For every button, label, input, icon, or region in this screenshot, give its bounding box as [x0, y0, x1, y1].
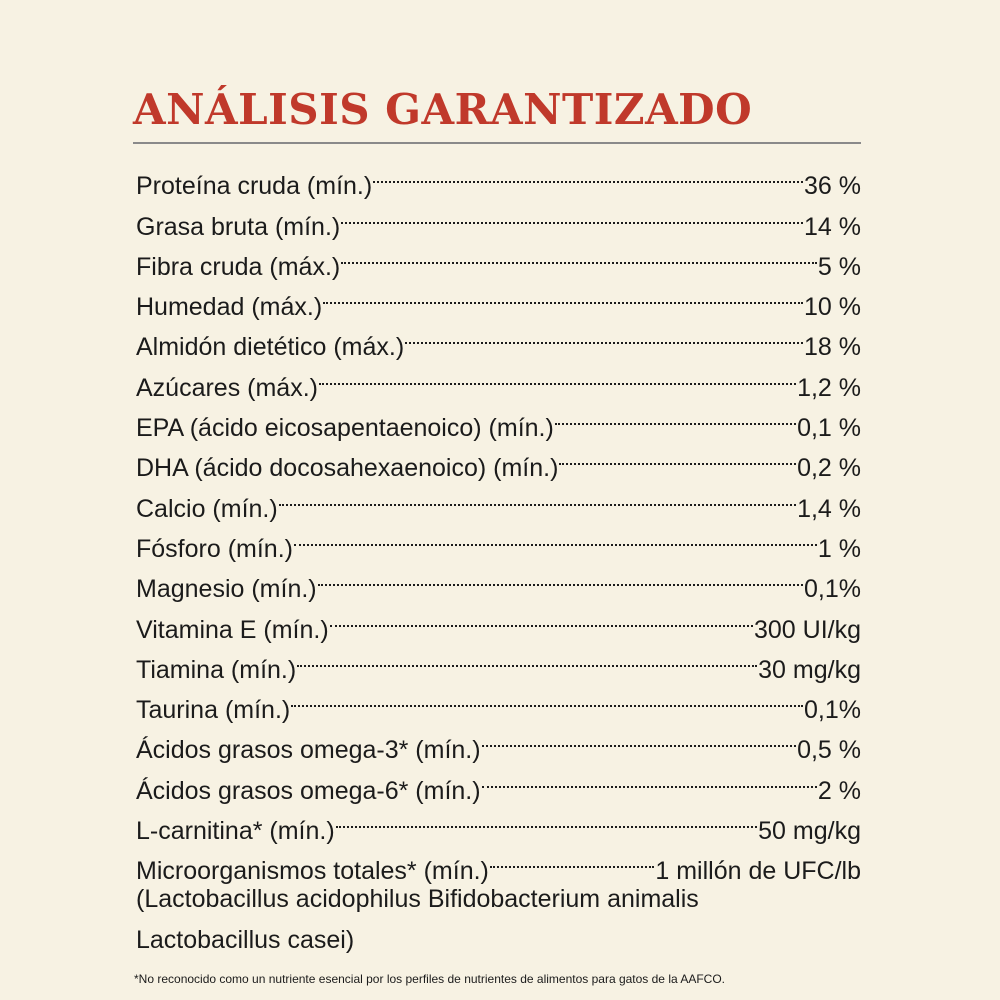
nutrient-label: Calcio (mín.): [136, 494, 278, 523]
nutrient-value: 0,5 %: [797, 736, 861, 765]
dot-leader: [297, 638, 757, 678]
nutrient-value: 1,2 %: [797, 373, 861, 402]
strain-list-line: Lactobacillus casei): [136, 925, 355, 954]
nutrient-value: 0,1 %: [797, 414, 861, 443]
nutrient-value: 0,1%: [804, 696, 861, 725]
nutrient-row: [133, 154, 861, 201]
strain-list-line: (Lactobacillus acidophilus Bifidobacterium animalis: [136, 885, 699, 914]
dot-leader: [336, 799, 757, 839]
nutrient-label: Taurina (mín.): [136, 696, 291, 725]
nutrient-label: Magnesio (mín.): [136, 575, 317, 604]
dot-leader: [318, 557, 803, 597]
nutrient-label: EPA (ácido eicosapentaenoico) (mín.): [136, 414, 554, 443]
title-divider: [133, 142, 861, 144]
nutrient-value: 2 %: [817, 776, 861, 805]
nutrient-label: Ácidos grasos omega-3* (mín.): [136, 736, 481, 765]
nutrient-value: 36 %: [804, 172, 861, 201]
dot-leader: [341, 194, 803, 234]
nutrient-label: Ácidos grasos omega-6* (mín.): [136, 776, 481, 805]
nutrient-value: 1,4 %: [797, 494, 861, 523]
dot-leader: [373, 154, 803, 194]
dot-leader: [330, 597, 753, 637]
dot-leader: [559, 436, 796, 476]
nutrient-value: 0,1%: [804, 575, 861, 604]
nutrient-label: Azúcares (máx.): [136, 373, 318, 402]
nutrient-list: [133, 154, 861, 886]
dot-leader: [482, 758, 817, 798]
nutrient-label: Almidón dietético (máx.): [136, 333, 405, 362]
nutrient-value: 1 %: [817, 534, 861, 563]
nutrient-label: Tiamina (mín.): [136, 655, 297, 684]
dot-leader: [555, 396, 796, 436]
nutrient-value: 10 %: [804, 293, 861, 322]
dot-leader: [279, 476, 796, 516]
nutrient-value: 14 %: [804, 212, 861, 241]
nutrient-label: Vitamina E (mín.): [136, 615, 329, 644]
footnote: *No reconocido como un nutriente esencial por los perfiles de nutrientes de alimentos para gatos de la AAFCO.: [134, 972, 725, 986]
nutrient-value: 18 %: [804, 333, 861, 362]
nutrient-label: Fósforo (mín.): [136, 534, 293, 563]
nutrient-value: 50 mg/kg: [758, 817, 861, 846]
nutrient-label: L-carnitina* (mín.): [136, 817, 335, 846]
panel-title: ANÁLISIS GARANTIZADO: [133, 85, 753, 134]
nutrient-label: Grasa bruta (mín.): [136, 212, 341, 241]
dot-leader: [490, 839, 654, 879]
dot-leader: [323, 275, 803, 315]
dot-leader: [482, 718, 796, 758]
nutrient-label: Humedad (máx.): [136, 293, 323, 322]
dot-leader: [405, 315, 803, 355]
nutrient-value: 5 %: [817, 252, 861, 281]
nutrient-label: DHA (ácido docosahexaenoico) (mín.): [136, 454, 559, 483]
nutrient-value: 300 UI/kg: [753, 615, 861, 644]
dot-leader: [291, 678, 803, 718]
nutrient-value: 30 mg/kg: [758, 655, 861, 684]
dot-leader: [341, 235, 817, 275]
nutrient-label: Fibra cruda (máx.): [136, 252, 341, 281]
nutrient-label: Proteína cruda (mín.): [136, 172, 373, 201]
nutrient-value: 1 millón de UFC/lb: [655, 857, 861, 886]
nutrient-label: Microorganismos totales* (mín.): [136, 857, 489, 886]
dot-leader: [294, 517, 817, 557]
guaranteed-analysis-panel: [133, 84, 861, 960]
nutrient-value: 0,2 %: [797, 454, 861, 483]
dot-leader: [319, 355, 796, 395]
